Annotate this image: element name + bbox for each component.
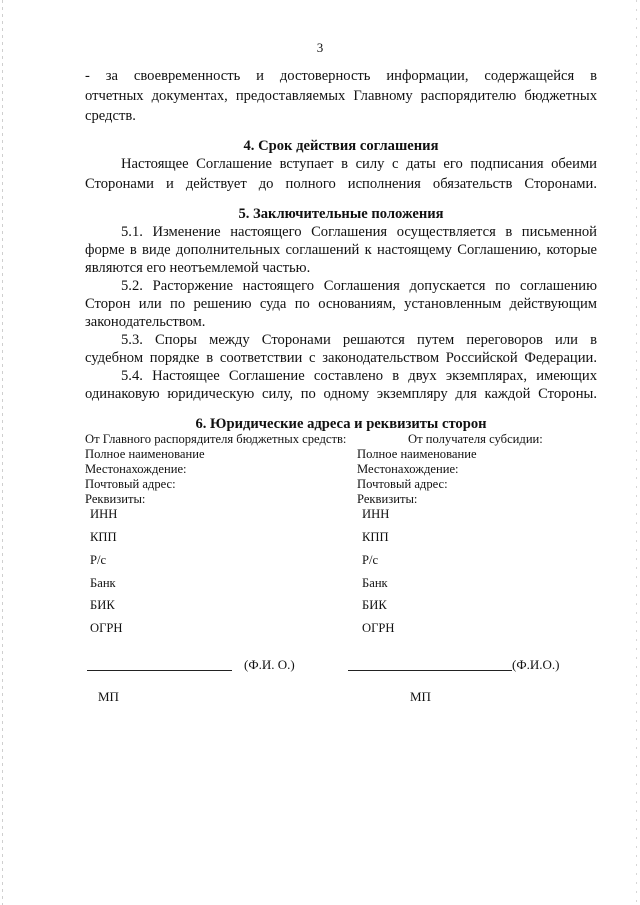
right-signature-line [348, 670, 512, 671]
left-bank: Банк [90, 576, 116, 590]
left-kpp: КПП [90, 530, 117, 544]
left-header: От Главного распорядителя бюджетных средств: [85, 432, 347, 446]
page-number: 3 [316, 40, 324, 55]
right-postal-address: Почтовый адрес: [357, 477, 448, 491]
left-inn: ИНН [90, 507, 118, 521]
scan-edge-right [636, 0, 637, 905]
section-5-3-line-2: судебном порядке в соответствии с законодательством Российской Федерации. [85, 350, 597, 366]
left-signature-line [87, 670, 232, 671]
right-full-name: Полное наименование [357, 447, 477, 461]
scan-edge-left [2, 0, 3, 905]
right-kpp: КПП [362, 530, 389, 544]
right-requisites: Реквизиты: [357, 492, 418, 506]
left-postal-address: Почтовый адрес: [85, 477, 176, 491]
right-inn: ИНН [362, 507, 390, 521]
section-5-1-line-1: 5.1. Изменение настоящего Соглашения осуществляется в письменной [121, 224, 597, 240]
right-ogrn: ОГРН [362, 621, 395, 635]
left-ogrn: ОГРН [90, 621, 123, 635]
right-stamp-place: МП [410, 689, 431, 704]
section-6-heading: 6. Юридические адреса и реквизиты сторон [195, 416, 487, 432]
section-5-2-line-1: 5.2. Расторжение настоящего Соглашения допускается по соглашению [121, 278, 597, 294]
right-bik: БИК [362, 598, 387, 612]
left-full-name: Полное наименование [85, 447, 205, 461]
right-location: Местонахождение: [357, 462, 459, 476]
section-5-4-line-2: одинаковую юридическую силу, по одному экземпляру для каждой Стороны. [85, 386, 597, 402]
right-header: От получателя субсидии: [408, 432, 543, 446]
section-5-4-line-1: 5.4. Настоящее Соглашение составлено в двух экземплярах, имеющих [121, 368, 597, 384]
intro-line-2: отчетных документах, предоставляемых Главному распорядителю бюджетных [85, 88, 597, 104]
section-5-3-line-1: 5.3. Споры между Сторонами решаются путем переговоров или в [121, 332, 597, 348]
right-bank: Банк [362, 576, 388, 590]
left-location: Местонахождение: [85, 462, 187, 476]
left-bik: БИК [90, 598, 115, 612]
left-requisites: Реквизиты: [85, 492, 146, 506]
section-4-line-1: Настоящее Соглашение вступает в силу с даты его подписания обеими [121, 156, 597, 172]
intro-line-1: - за своевременность и достоверность информации, содержащейся в [85, 68, 597, 84]
section-5-2-line-2: Сторон или по решению суда по основаниям, установленным действующим [85, 296, 597, 312]
left-account: Р/с [90, 553, 107, 567]
section-5-heading: 5. Заключительные положения [238, 206, 444, 222]
section-4-line-2: Сторонами и действует до полного исполнения обязательств Сторонами. [85, 176, 597, 192]
section-5-1-line-2: форме в виде дополнительных соглашений к настоящему Соглашению, которые [85, 242, 597, 258]
right-account: Р/с [362, 553, 379, 567]
intro-line-3: средств. [85, 108, 136, 124]
section-5-1-line-3: являются его неотъемлемой частью. [85, 260, 311, 276]
left-fio-label: (Ф.И. О.) [244, 657, 295, 672]
section-4-heading: 4. Срок действия соглашения [243, 138, 439, 154]
section-5-2-line-3: законодательством. [85, 314, 206, 330]
left-stamp-place: МП [98, 689, 119, 704]
right-fio-label: (Ф.И.О.) [512, 657, 560, 672]
